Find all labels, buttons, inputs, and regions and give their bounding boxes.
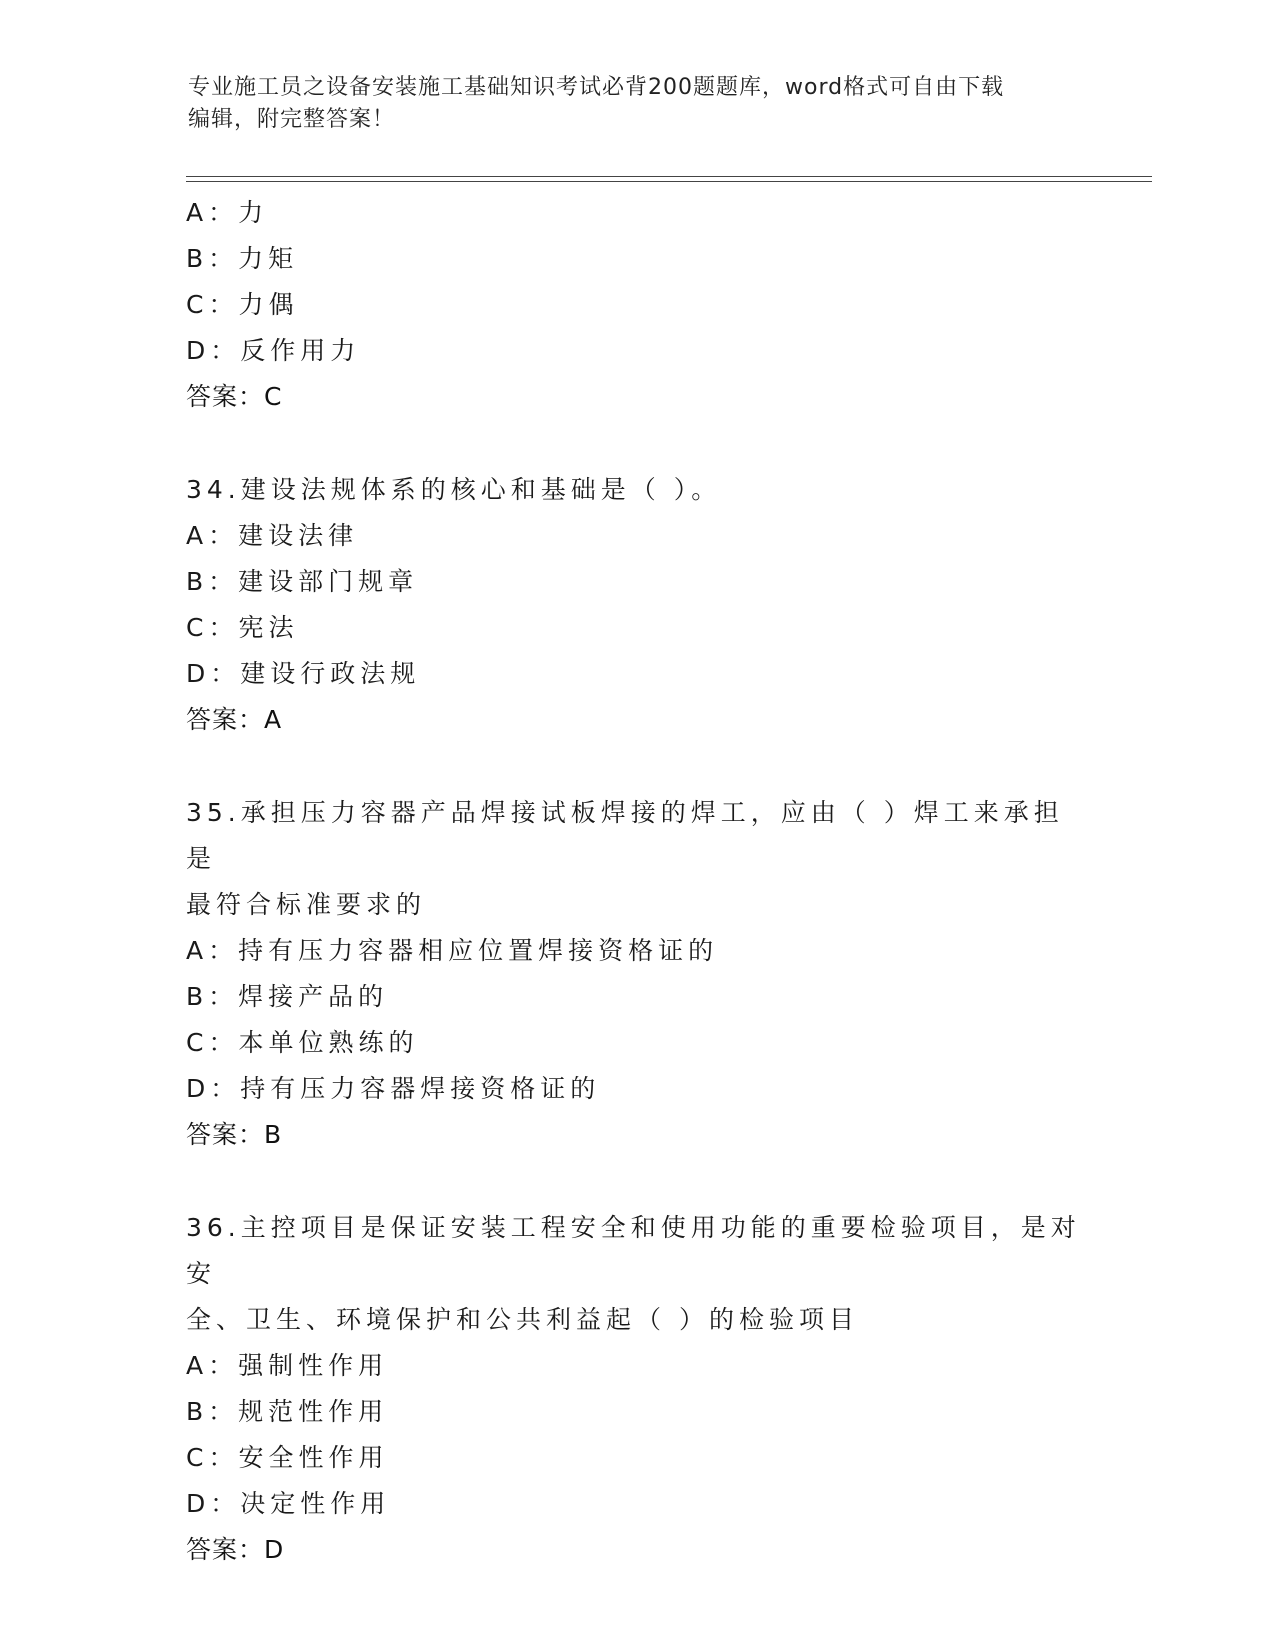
header-title-line-2: 编辑，附完整答案！ — [188, 107, 396, 132]
question-block-36 — [186, 1205, 1086, 1573]
option-d: D：持有压力容器焊接资格证的 — [186, 1074, 601, 1103]
answer-label: 答案：A — [186, 705, 283, 734]
option-b: B：规范性作用 — [186, 1397, 389, 1426]
option-b: B：建设部门规章 — [186, 567, 419, 596]
option-d: D：建设行政法规 — [186, 659, 421, 688]
option-a: A：强制性作用 — [186, 1351, 389, 1380]
question-spacer — [186, 743, 1086, 790]
option-c: C：本单位熟练的 — [186, 1028, 419, 1057]
option-a: A：力 — [186, 198, 269, 227]
option-c: C：宪法 — [186, 613, 299, 642]
answer-label: 答案：D — [186, 1535, 285, 1564]
option-d: D：反作用力 — [186, 336, 361, 365]
question-text-line-2: 最符合标准要求的 — [186, 890, 427, 919]
answer-label: 答案：C — [186, 382, 283, 411]
question-text-line-2: 全、卫生、环境保护和公共利益起（ ）的检验项目 — [186, 1305, 859, 1334]
document-header — [188, 72, 1068, 136]
question-text: 34.建设法规体系的核心和基础是（ ）。 — [186, 475, 722, 504]
option-d: D：决定性作用 — [186, 1489, 391, 1518]
question-spacer — [186, 420, 1086, 467]
option-c: C：力偶 — [186, 290, 299, 319]
question-spacer — [186, 1158, 1086, 1205]
question-block-34 — [186, 467, 1086, 743]
answer-label: 答案：B — [186, 1120, 283, 1149]
option-a: A：持有压力容器相应位置焊接资格证的 — [186, 936, 719, 965]
option-c: C：安全性作用 — [186, 1443, 389, 1472]
question-text-line-1: 35.承担压力容器产品焊接试板焊接的焊工，应由（ ）焊工来承担是 — [186, 798, 1064, 873]
option-a: A：建设法律 — [186, 521, 359, 550]
option-b: B：力矩 — [186, 244, 299, 273]
header-divider-bottom — [186, 181, 1152, 182]
question-block-33 — [186, 190, 1086, 420]
option-b: B：焊接产品的 — [186, 982, 389, 1011]
header-title-line-1: 专业施工员之设备安装施工基础知识考试必背200题题库，word格式可自由下载 — [188, 75, 1005, 100]
question-text-line-1: 36.主控项目是保证安装工程安全和使用功能的重要检验项目，是对安 — [186, 1213, 1081, 1288]
question-block-35 — [186, 790, 1086, 1158]
question-list — [186, 190, 1086, 1573]
header-divider-top — [186, 176, 1152, 177]
